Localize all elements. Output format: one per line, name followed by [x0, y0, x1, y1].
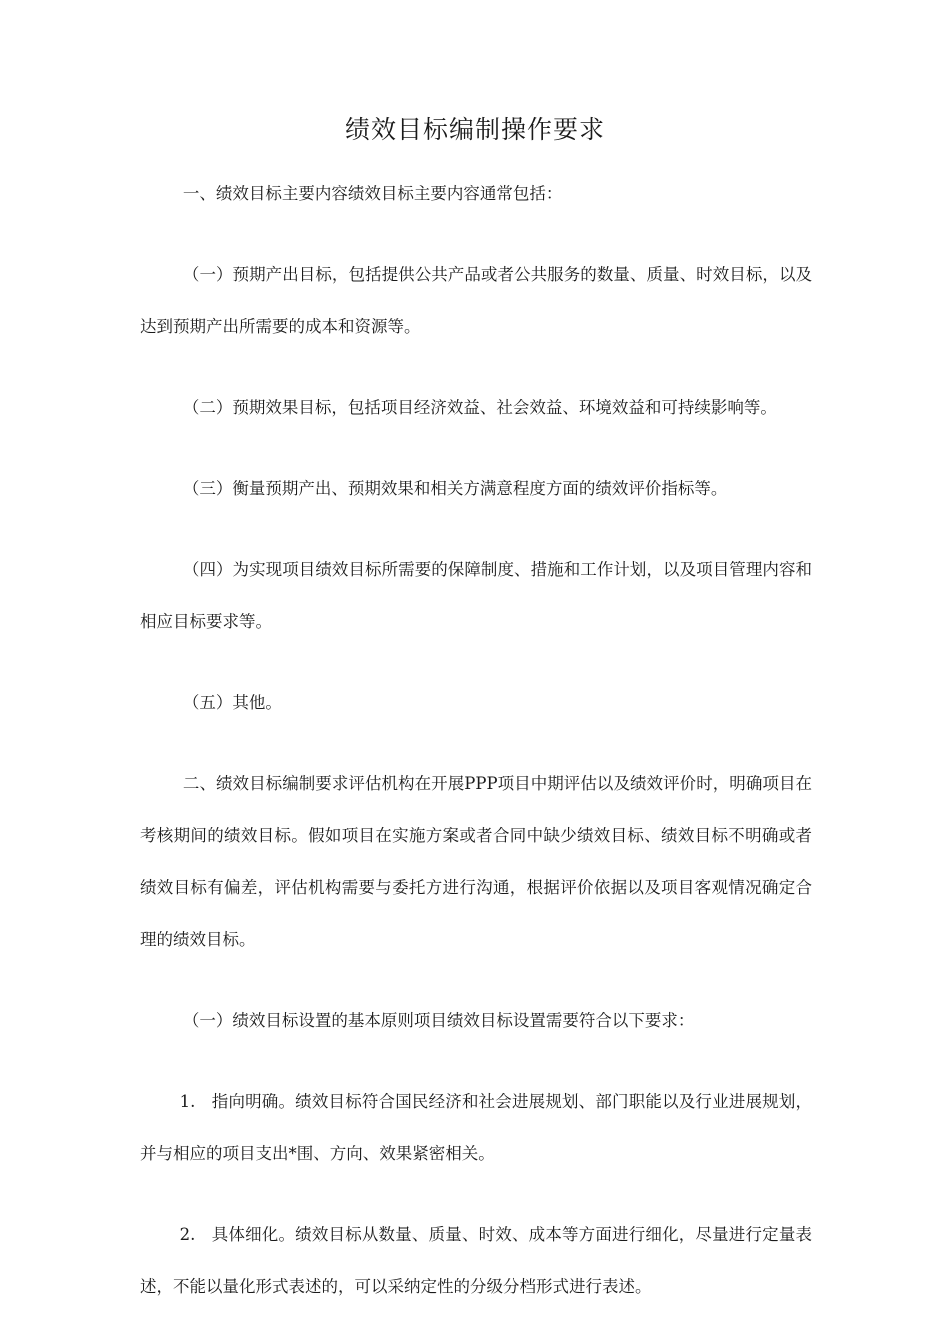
paragraph-output-goals: （一）预期产出目标，包括提供公共产品或者公共服务的数量、质量、时效目标，以及达到预期产出所需要的成本和资源等。: [140, 265, 812, 336]
list-item-text: 具体细化。绩效目标从数量、质量、时效、成本等方面进行细化，尽量进行定量表述，不能以量化形式表述的，可以采纳定性的分级分档形式进行表述。: [140, 1225, 812, 1296]
document-title: 绩效目标编制操作要求: [344, 115, 605, 144]
list-item-number: 1.: [179, 1092, 196, 1111]
paragraph-evaluation-indicators: （三）衡量预期产出、预期效果和相关方满意程度方面的绩效评价指标等。: [182, 479, 728, 498]
document-body: [140, 168, 812, 1342]
paragraph-other: （五）其他。: [182, 693, 282, 712]
list-item-clear-direction: [140, 1076, 812, 1180]
list-item-specific-detail: [140, 1209, 812, 1313]
list-item-number: 2.: [179, 1225, 196, 1244]
section-heading-compilation-requirements: 二、绩效目标编制要求评估机构在开展PPP项目中期评估以及绩效评价时，明确项目在考核期间的绩效目标。假如项目在实施方案或者合同中缺少绩效目标、绩效目标不明确或者绩效目标有偏差，评估机构需要与委托方进行沟通，根据评价依据以及项目客观情况确定合理的绩效目标。: [140, 774, 812, 949]
paragraph-effect-goals: （二）预期效果目标，包括项目经济效益、社会效益、环境效益和可持续影响等。: [182, 398, 777, 417]
paragraph-guarantee-measures: （四）为实现项目绩效目标所需要的保障制度、措施和工作计划，以及项目管理内容和相应目标要求等。: [140, 560, 812, 631]
list-item-text: 指向明确。绩效目标符合国民经济和社会进展规划、部门职能以及行业进展规划，并与相应的项目支出*围、方向、效果紧密相关。: [140, 1092, 812, 1163]
section-heading-main-content: 一、绩效目标主要内容绩效目标主要内容通常包括：: [182, 184, 563, 203]
paragraph-basic-principles: （一）绩效目标设置的基本原则项目绩效目标设置需要符合以下要求：: [182, 1011, 695, 1030]
